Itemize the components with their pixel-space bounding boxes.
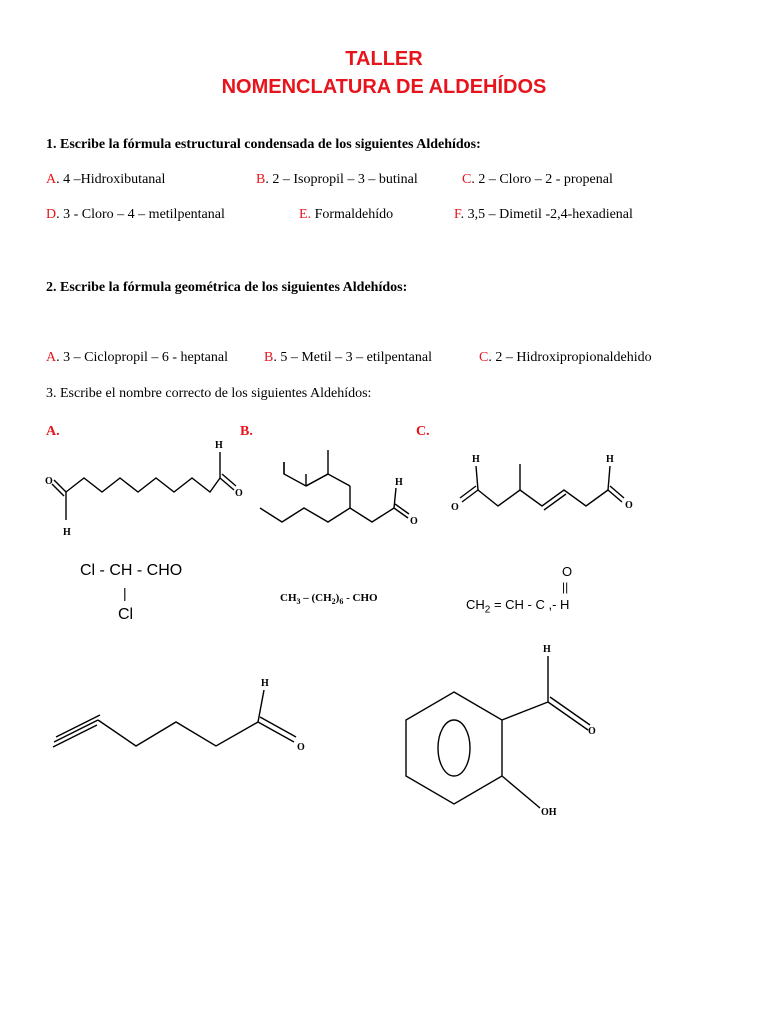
formula-part: - CHO — [343, 592, 378, 604]
structure-label-a: A. — [46, 424, 60, 439]
atom-o: O — [625, 500, 633, 511]
option-label: A — [46, 350, 57, 365]
atom-h: H — [606, 454, 614, 465]
option-text: . 2 – Cloro – 2 - propenal — [471, 172, 613, 187]
formula-dichloro-line1: Cl - CH - CHO — [80, 562, 183, 579]
structure-b-branched — [260, 450, 418, 527]
atom-h: H — [261, 678, 269, 689]
option-text: . 3 – Ciclopropil – 6 - heptanal — [56, 350, 228, 365]
formula-sub: 3 — [296, 597, 301, 607]
atom-o: O — [235, 488, 243, 499]
option-text: Formaldehído — [311, 207, 394, 222]
atom-o: O — [297, 742, 305, 753]
structure-salicylaldehyde — [406, 644, 596, 818]
option-label: F — [454, 207, 461, 222]
formula-propenal-double: || — [562, 580, 569, 594]
question-1: 1. Escribe la fórmula estructural condensada de los siguientes Aldehídos: — [46, 137, 481, 152]
atom-h: H — [395, 477, 403, 488]
atom-o: O — [588, 726, 596, 737]
formula-part: CH — [280, 592, 297, 604]
formula-dichloro-line2: Cl — [118, 606, 134, 623]
formula-part: = CH - C ,- H — [490, 597, 570, 612]
option-text: . 3,5 – Dimetil -2,4-hexadienal — [460, 207, 633, 222]
formula-sub: 2 — [331, 597, 336, 607]
atom-o: O — [410, 516, 418, 527]
atom-o: O — [45, 476, 53, 487]
option-text: . 5 – Metil – 3 – etilpentanal — [273, 350, 432, 365]
structure-c-dialdehyde — [451, 454, 633, 513]
formula-propenal — [466, 597, 569, 616]
title-taller: TALLER — [345, 48, 423, 70]
option-label: C — [462, 172, 472, 187]
atom-h: H — [215, 440, 223, 451]
option-label: B — [256, 172, 266, 187]
option-label: C — [479, 350, 489, 365]
structure-a-octanedial — [45, 440, 243, 538]
option-label: D — [46, 207, 57, 222]
formula-propenal-o: O — [562, 564, 573, 579]
formula-dichloro-bar: | — [123, 585, 127, 601]
option-text: . 4 –Hidroxibutanal — [56, 172, 166, 187]
formula-part: ) — [335, 592, 340, 604]
atom-h: H — [63, 527, 71, 538]
option-label: B — [264, 350, 274, 365]
atom-o: O — [451, 502, 459, 513]
formula-nonanal — [280, 592, 378, 606]
formula-part: – (CH — [300, 592, 332, 604]
option-label: E. — [299, 207, 312, 222]
question-3: 3. Escribe el nombre correcto de los siguientes Aldehídos: — [46, 386, 372, 401]
question-2: 2. Escribe la fórmula geométrica de los siguientes Aldehídos: — [46, 280, 408, 295]
option-text: . 3 - Cloro – 4 – metilpentanal — [56, 207, 225, 222]
atom-h: H — [543, 644, 551, 655]
structure-label-b: B. — [240, 424, 253, 439]
option-text: . 2 – Hidroxipropionaldehido — [488, 350, 652, 365]
title-nomenclatura: NOMENCLATURA DE ALDEHÍDOS — [221, 76, 547, 98]
option-text: . 2 – Isopropil – 3 – butinal — [265, 172, 418, 187]
structure-heptynal — [53, 678, 305, 753]
structure-label-c: C. — [416, 424, 430, 439]
option-label: A — [46, 172, 57, 187]
formula-part: CH — [466, 597, 485, 612]
atom-oh: OH — [541, 807, 557, 818]
formula-sub: 2 — [484, 604, 491, 616]
formula-sub: 6 — [339, 597, 344, 607]
atom-h: H — [472, 454, 480, 465]
